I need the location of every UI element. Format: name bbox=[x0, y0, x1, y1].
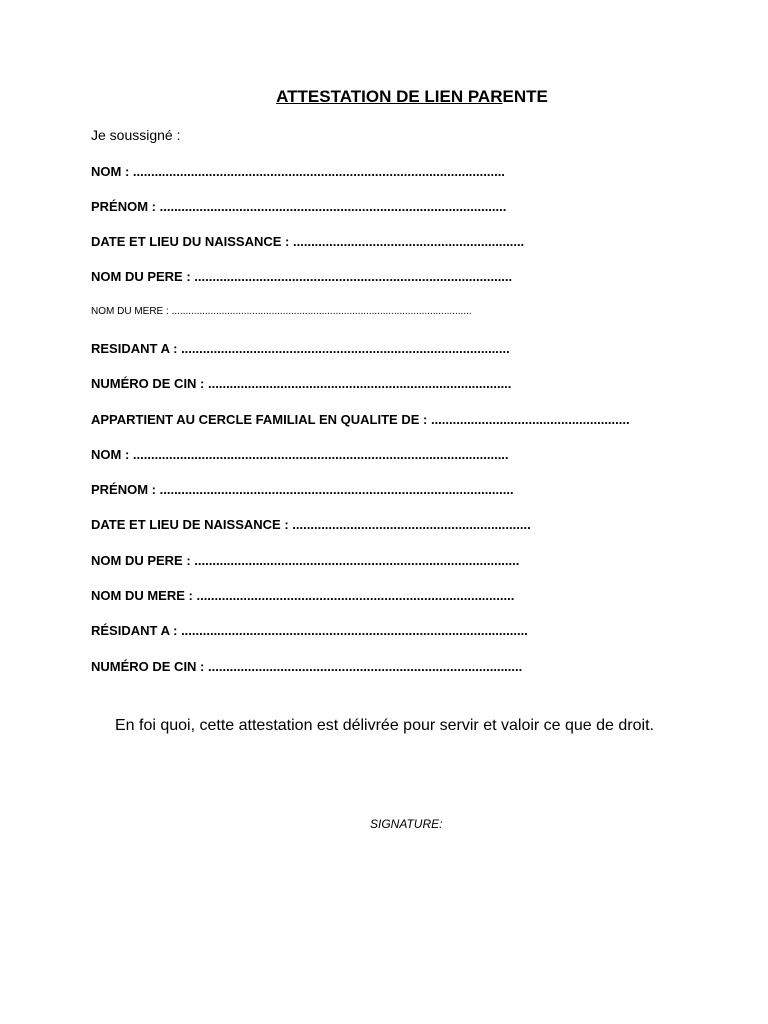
field-label: NOM DU PERE : bbox=[91, 269, 191, 284]
field-label: NUMÉRO DE CIN : bbox=[91, 659, 205, 674]
field-label: DATE ET LIEU DU NAISSANCE : bbox=[91, 234, 290, 249]
field-label: NOM : bbox=[91, 164, 130, 179]
field-nom-declarant bbox=[91, 162, 505, 182]
field-dots: ....................................................................................... bbox=[208, 659, 523, 674]
field-dots: ........................................................................................ bbox=[196, 588, 515, 603]
field-dots: ........................................................................................................ bbox=[132, 447, 509, 462]
field-dots: ............................................................................................................ bbox=[171, 306, 472, 317]
field-date-lieu-naissance-declarant bbox=[91, 232, 524, 252]
closing-statement: En foi quoi, cette attestation est délivrée pour servir et valoir ce que de droit. bbox=[115, 717, 654, 734]
field-label: RÉSIDANT A : bbox=[91, 623, 178, 638]
field-label: RESIDANT A : bbox=[91, 341, 178, 356]
field-label: NOM DU PERE : bbox=[91, 553, 191, 568]
title-rest-part: ENTE bbox=[502, 87, 548, 106]
field-dots: .................................................................................................. bbox=[159, 482, 514, 497]
field-label: NUMÉRO DE CIN : bbox=[91, 376, 205, 391]
field-cin-declarant bbox=[91, 374, 511, 394]
field-residant-parent bbox=[91, 621, 528, 641]
field-dots: .................................................................................... bbox=[208, 376, 512, 391]
field-dots: .................................................................. bbox=[292, 517, 531, 532]
field-label: NOM : bbox=[91, 447, 130, 462]
document-title bbox=[0, 86, 768, 108]
field-nom-mere-parent bbox=[91, 586, 514, 606]
field-dots: ....................................................... bbox=[430, 412, 630, 427]
field-dots: ................................................................ bbox=[293, 234, 525, 249]
field-label: PRÉNOM : bbox=[91, 199, 156, 214]
field-dots: ................................................................................................ bbox=[159, 199, 507, 214]
field-residant-declarant bbox=[91, 339, 510, 359]
field-label: PRÉNOM : bbox=[91, 482, 156, 497]
field-dots: ....................................................................................................... bbox=[132, 164, 505, 179]
field-label: NOM DU MERE : bbox=[91, 306, 169, 317]
field-dots: ........................................................................................... bbox=[181, 341, 510, 356]
title-underlined-part: ATTESTATION DE LIEN PAR bbox=[276, 87, 503, 106]
field-dots: .......................................................................................... bbox=[194, 553, 520, 568]
field-label: DATE ET LIEU DE NAISSANCE : bbox=[91, 517, 289, 532]
intro-text: Je soussigné : bbox=[91, 127, 181, 143]
field-qualite-lien bbox=[91, 410, 630, 430]
field-label: APPARTIENT AU CERCLE FAMILIAL EN QUALITE DE : bbox=[91, 412, 428, 427]
field-nom-parent bbox=[91, 445, 509, 465]
field-prenom-parent bbox=[91, 480, 514, 500]
field-date-lieu-naissance-parent bbox=[91, 515, 531, 535]
field-nom-pere-parent bbox=[91, 551, 519, 571]
field-dots: ........................................................................................ bbox=[194, 269, 513, 284]
field-cin-parent bbox=[91, 657, 522, 677]
field-prenom-declarant bbox=[91, 197, 506, 217]
field-nom-pere-declarant bbox=[91, 267, 512, 287]
field-label: NOM DU MERE : bbox=[91, 588, 193, 603]
field-dots: ................................................................................................ bbox=[181, 623, 528, 638]
signature-label: SIGNATURE: bbox=[370, 817, 443, 831]
field-nom-mere-declarant bbox=[91, 302, 472, 322]
